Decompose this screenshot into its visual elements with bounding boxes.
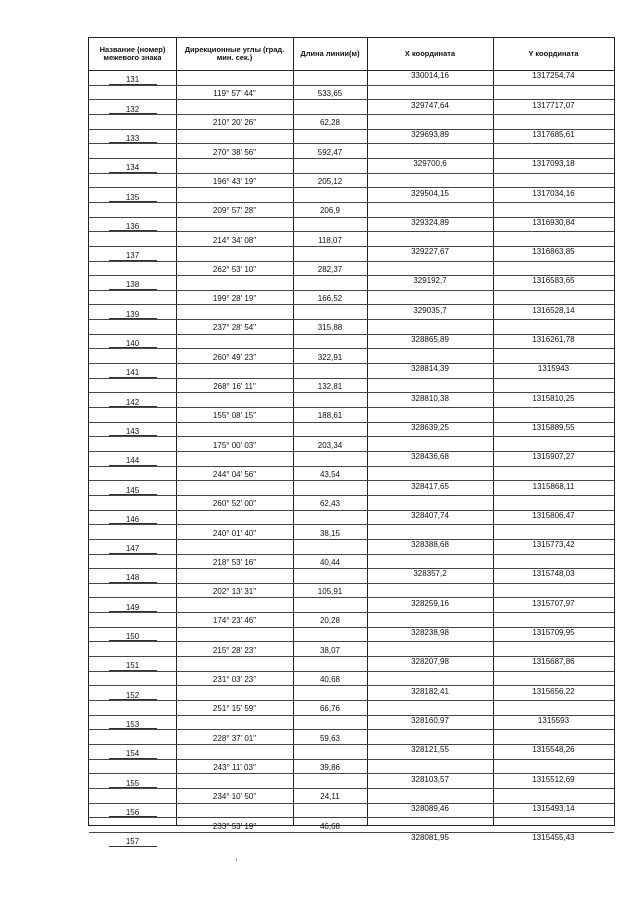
x-coordinate: 329192,7 bbox=[413, 276, 447, 286]
y-coordinate: 1315512,69 bbox=[532, 774, 575, 784]
underline-mark bbox=[109, 494, 157, 495]
direction-angle: 215° 28' 23" bbox=[212, 645, 257, 655]
underline-mark bbox=[109, 84, 157, 85]
underline-mark bbox=[109, 201, 157, 202]
underline-mark bbox=[109, 406, 157, 407]
header-y-coordinate: Y координата bbox=[528, 49, 579, 58]
row-divider bbox=[89, 495, 614, 496]
x-coordinate: 329693,89 bbox=[411, 129, 449, 139]
y-coordinate: 1315806,47 bbox=[532, 510, 575, 520]
underline-mark bbox=[109, 142, 157, 143]
y-coordinate: 1317717,07 bbox=[532, 100, 575, 110]
y-coordinate: 1317034,16 bbox=[532, 188, 575, 198]
direction-angle: 240° 01' 40" bbox=[212, 528, 257, 538]
line-length: 205,12 bbox=[317, 176, 343, 186]
line-length: 24,11 bbox=[320, 792, 340, 802]
underline-mark bbox=[109, 318, 157, 319]
underline-mark bbox=[109, 670, 157, 671]
row-divider bbox=[89, 202, 614, 203]
direction-angle: 243° 11' 03" bbox=[213, 762, 256, 772]
direction-angle: 218° 53' 16" bbox=[212, 557, 257, 567]
row-divider bbox=[89, 583, 614, 584]
y-coordinate: 1315943 bbox=[537, 364, 570, 374]
x-coordinate: 328238,98 bbox=[411, 628, 449, 637]
y-coordinate: 1315907,27 bbox=[532, 452, 575, 462]
point-name: 133 bbox=[125, 133, 140, 143]
y-coordinate: 1316583,65 bbox=[532, 276, 575, 286]
y-coordinate: 1315493,14 bbox=[532, 803, 575, 813]
x-coordinate: 328388,68 bbox=[411, 540, 449, 550]
x-coordinate: 328182,41 bbox=[411, 686, 449, 696]
underline-mark bbox=[109, 728, 157, 729]
line-length: 38,07 bbox=[319, 645, 341, 655]
y-coordinate: 1316261,78 bbox=[532, 335, 575, 344]
direction-angle: 244° 04' 56" bbox=[212, 469, 257, 479]
line-length: 166,52 bbox=[317, 294, 343, 304]
x-coordinate: 329504,15 bbox=[411, 188, 449, 198]
x-coordinate: 328081,95 bbox=[411, 833, 449, 843]
line-length: 118,07 bbox=[318, 235, 342, 245]
point-name: 157 bbox=[125, 837, 140, 847]
point-name: 136 bbox=[125, 221, 140, 231]
underline-mark bbox=[109, 816, 157, 817]
y-coordinate: 1315889,55 bbox=[532, 422, 575, 432]
line-length: 66,76 bbox=[319, 704, 341, 714]
row-divider bbox=[89, 348, 614, 349]
direction-angle: 209° 57' 28" bbox=[212, 206, 257, 216]
direction-angle: 119° 57' 44" bbox=[213, 89, 256, 98]
y-coordinate: 1315773,42 bbox=[532, 540, 575, 550]
y-coordinate: 1315748,03 bbox=[532, 569, 575, 579]
underline-mark bbox=[109, 699, 157, 700]
x-coordinate: 328639,25 bbox=[411, 422, 449, 432]
underline-mark bbox=[109, 230, 157, 231]
point-name: 140 bbox=[125, 339, 140, 348]
underline-mark bbox=[109, 846, 157, 847]
point-name: 131 bbox=[125, 75, 140, 85]
y-coordinate: 1315656,22 bbox=[532, 686, 575, 696]
line-length: 533,65 bbox=[317, 89, 343, 98]
row-divider bbox=[89, 641, 614, 642]
underline-mark bbox=[109, 611, 157, 612]
y-coordinate: 1317254,74 bbox=[532, 71, 575, 81]
line-length: 592,47 bbox=[317, 147, 343, 157]
line-length: 20,28 bbox=[319, 616, 341, 626]
row-divider bbox=[89, 759, 614, 760]
y-coordinate: 1315707,97 bbox=[532, 598, 575, 608]
direction-angle: 175° 00' 03" bbox=[212, 440, 257, 450]
row-divider bbox=[89, 231, 614, 232]
direction-angle: 210° 20' 26" bbox=[212, 118, 257, 128]
line-length: 203,34 bbox=[317, 440, 343, 450]
direction-angle: 214° 34' 08" bbox=[212, 235, 257, 245]
row-divider bbox=[89, 173, 614, 174]
underline-mark bbox=[109, 435, 157, 436]
direction-angle: 262° 53' 10" bbox=[212, 264, 257, 274]
point-name: 141 bbox=[125, 368, 140, 378]
point-name: 145 bbox=[125, 485, 140, 495]
line-length: 315,88 bbox=[317, 323, 343, 333]
coordinates-table bbox=[88, 37, 615, 847]
row-divider bbox=[89, 290, 614, 291]
row-divider bbox=[89, 700, 614, 701]
row-divider bbox=[89, 466, 614, 467]
header-direction-angle: Дирекционные углы (град. мин. сек.) bbox=[184, 45, 285, 62]
underline-mark bbox=[109, 465, 157, 466]
point-name: 144 bbox=[125, 456, 140, 466]
direction-angle: 234° 10' 50" bbox=[212, 792, 257, 802]
header-point-name: Название (номер) межевого знака bbox=[99, 45, 166, 62]
x-coordinate: 328121,55 bbox=[411, 745, 449, 755]
direction-angle: 228° 37' 01" bbox=[212, 733, 257, 743]
underline-mark bbox=[109, 758, 157, 759]
point-name: 152 bbox=[125, 690, 140, 700]
underline-mark bbox=[109, 113, 157, 114]
point-name: 155 bbox=[125, 778, 140, 788]
row-divider bbox=[89, 378, 614, 379]
direction-angle: 174° 23' 46" bbox=[212, 616, 257, 626]
underline-mark bbox=[109, 787, 157, 788]
line-length: 322,91 bbox=[317, 352, 343, 362]
direction-angle: 237° 28' 54" bbox=[212, 323, 257, 333]
x-coordinate: 328259,16 bbox=[411, 598, 449, 608]
point-name: 147 bbox=[125, 544, 140, 554]
point-name: 151 bbox=[125, 661, 140, 671]
x-coordinate: 328089,46 bbox=[411, 803, 449, 813]
y-coordinate: 1315810,25 bbox=[532, 393, 575, 403]
row-divider bbox=[89, 524, 614, 525]
underline-mark bbox=[109, 640, 157, 641]
x-coordinate: 328417,65 bbox=[411, 481, 449, 491]
header-x-coordinate: X координата bbox=[404, 49, 456, 58]
point-name: 134 bbox=[125, 163, 140, 173]
line-length: 282,37 bbox=[317, 264, 343, 274]
x-coordinate: 328865,89 bbox=[411, 335, 449, 344]
point-name: 156 bbox=[125, 807, 140, 817]
line-length: 132,81 bbox=[317, 382, 343, 391]
y-coordinate: 1315455,43 bbox=[532, 833, 575, 843]
point-name: 148 bbox=[125, 573, 140, 583]
point-name: 139 bbox=[125, 309, 140, 319]
direction-angle: 260° 52' 00" bbox=[212, 499, 257, 509]
underline-mark bbox=[109, 172, 157, 173]
line-length: 62,43 bbox=[319, 499, 341, 509]
y-coordinate: 1315868,11 bbox=[532, 481, 575, 491]
line-length: 46,68 bbox=[319, 821, 341, 831]
line-length: 59,63 bbox=[319, 733, 341, 743]
x-coordinate: 328810,38 bbox=[411, 393, 449, 403]
line-length: 40,68 bbox=[319, 675, 341, 684]
line-length: 188,61 bbox=[317, 411, 343, 421]
y-coordinate: 1316528,14 bbox=[532, 305, 575, 315]
point-name: 150 bbox=[125, 632, 140, 641]
line-length: 206,9 bbox=[319, 206, 341, 216]
underline-mark bbox=[109, 260, 157, 261]
x-coordinate: 329700,6 bbox=[413, 159, 447, 169]
line-length: 105,91 bbox=[317, 587, 343, 597]
x-coordinate: 329227,67 bbox=[411, 247, 449, 257]
direction-angle: 155° 08' 15" bbox=[212, 411, 257, 421]
direction-angle: 231° 03' 23" bbox=[212, 675, 257, 684]
x-coordinate: 328814,39 bbox=[411, 364, 449, 374]
direction-angle: 251° 15' 59" bbox=[212, 704, 257, 714]
y-coordinate: 1317685,61 bbox=[532, 129, 575, 139]
point-name: 142 bbox=[125, 397, 140, 407]
point-name: 154 bbox=[125, 749, 140, 759]
underline-mark bbox=[109, 553, 157, 554]
point-name: 146 bbox=[125, 514, 140, 524]
line-length: 38,15 bbox=[319, 528, 341, 538]
x-coordinate: 328103,57 bbox=[411, 774, 449, 784]
x-coordinate: 328357,2 bbox=[413, 569, 447, 579]
row-divider bbox=[89, 143, 614, 144]
row-divider bbox=[89, 407, 614, 408]
line-length: 40,44 bbox=[319, 557, 341, 567]
row-divider bbox=[89, 319, 614, 320]
x-coordinate: 329324,89 bbox=[411, 217, 449, 227]
scan-speck bbox=[236, 858, 237, 861]
line-length: 39,86 bbox=[319, 762, 341, 772]
x-coordinate: 330014,16 bbox=[411, 71, 449, 81]
y-coordinate: 1317093,18 bbox=[532, 159, 575, 169]
row-divider bbox=[89, 261, 614, 262]
header-line-length: Длина линии(м) bbox=[300, 49, 360, 58]
x-coordinate: 328160,97 bbox=[411, 715, 449, 725]
x-coordinate: 328407,74 bbox=[411, 510, 449, 520]
underline-mark bbox=[109, 289, 157, 290]
underline-mark bbox=[109, 523, 157, 524]
x-coordinate: 329747,64 bbox=[411, 100, 449, 110]
underline-mark bbox=[109, 347, 157, 348]
y-coordinate: 1315548,26 bbox=[532, 745, 575, 755]
row-divider bbox=[89, 612, 614, 613]
point-name: 143 bbox=[125, 426, 140, 436]
line-length: 43,54 bbox=[319, 469, 341, 479]
direction-angle: 260° 49' 23" bbox=[212, 352, 257, 362]
y-coordinate: 1315593 bbox=[537, 715, 570, 725]
y-coordinate: 1315709,95 bbox=[532, 628, 575, 637]
direction-angle: 199° 28' 19" bbox=[212, 294, 257, 304]
x-coordinate: 328436,68 bbox=[411, 452, 449, 462]
underline-mark bbox=[109, 377, 157, 378]
point-name: 138 bbox=[125, 280, 140, 290]
point-name: 153 bbox=[125, 719, 140, 729]
row-divider bbox=[89, 729, 614, 730]
point-name: 135 bbox=[125, 192, 140, 202]
row-divider bbox=[89, 788, 614, 789]
point-name: 149 bbox=[125, 602, 140, 612]
direction-angle: 233° 53' 19" bbox=[212, 821, 257, 831]
y-coordinate: 1316863,85 bbox=[532, 247, 575, 257]
line-length: 62,28 bbox=[319, 118, 341, 128]
row-divider bbox=[89, 436, 614, 437]
direction-angle: 196° 43' 19" bbox=[212, 176, 257, 186]
x-coordinate: 328207,98 bbox=[411, 657, 449, 667]
direction-angle: 268° 16' 11" bbox=[213, 382, 256, 391]
row-divider bbox=[89, 817, 614, 818]
row-divider bbox=[89, 554, 614, 555]
row-divider bbox=[89, 85, 614, 86]
direction-angle: 202° 13' 31" bbox=[212, 587, 257, 597]
point-name: 132 bbox=[125, 104, 140, 114]
row-divider bbox=[89, 671, 614, 672]
underline-mark bbox=[109, 582, 157, 583]
point-name: 137 bbox=[125, 251, 140, 261]
x-coordinate: 329035,7 bbox=[413, 305, 447, 315]
y-coordinate: 1316930,84 bbox=[532, 217, 575, 227]
direction-angle: 270° 38' 56" bbox=[212, 147, 257, 157]
row-divider bbox=[89, 114, 614, 115]
y-coordinate: 1315687,86 bbox=[532, 657, 575, 667]
